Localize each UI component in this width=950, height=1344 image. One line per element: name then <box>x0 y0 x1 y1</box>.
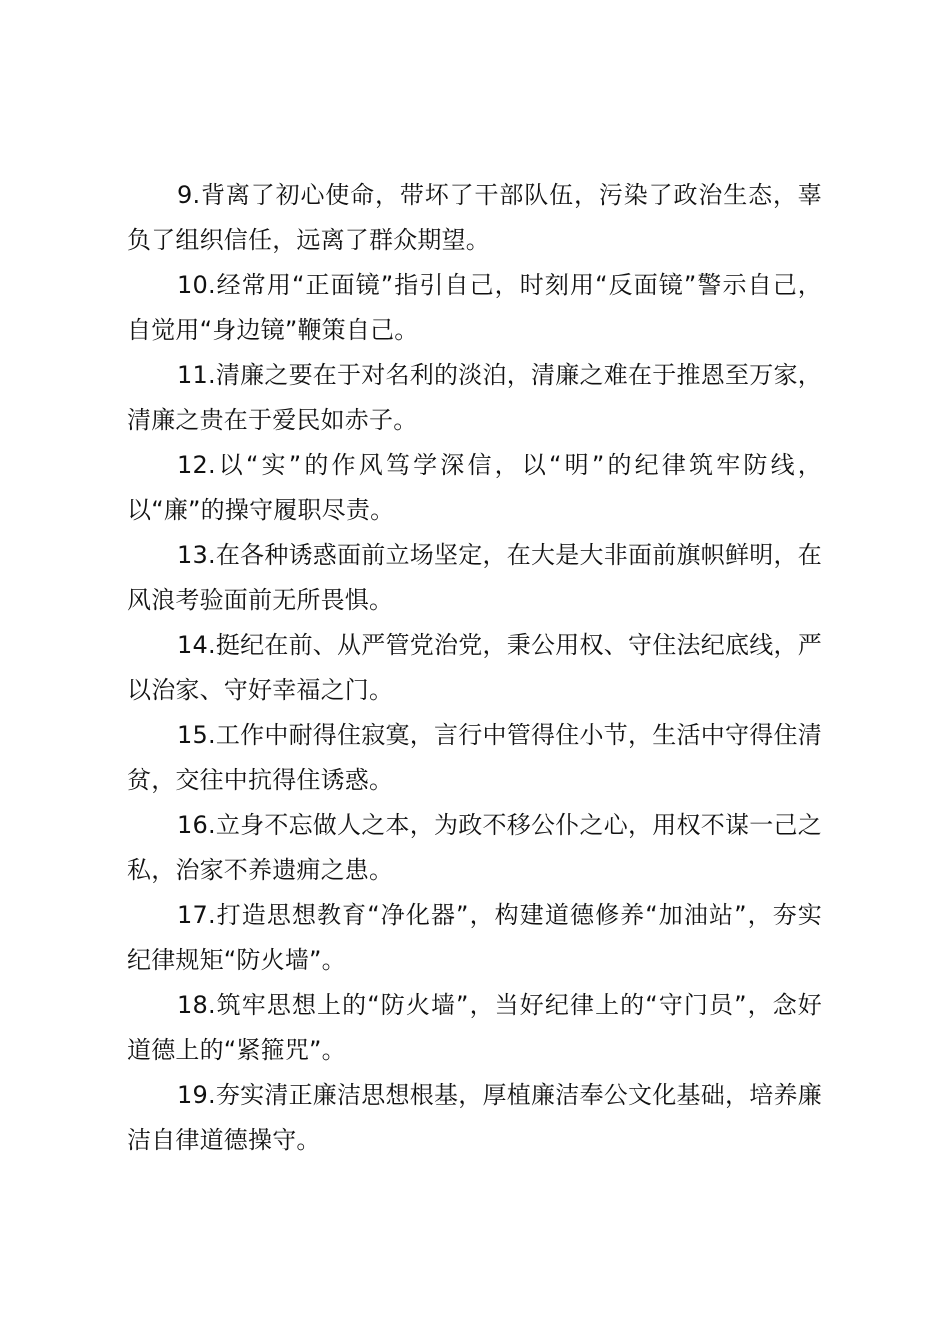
document-body <box>127 173 822 1163</box>
paragraph-18: 18.筑牢思想上的“防火墙”，当好纪律上的“守门员”，念好道德上的“紧箍咒”。 <box>127 991 822 1064</box>
paragraph-16: 16.立身不忘做人之本，为政不移公仆之心，用权不谋一己之私，治家不养遗痈之患。 <box>127 811 822 884</box>
paragraph-15: 15.工作中耐得住寂寞，言行中管得住小节，生活中守得住清贫，交往中抗得住诱惑。 <box>127 721 822 794</box>
paragraph-10: 10.经常用“正面镜”指引自己，时刻用“反面镜”警示自己，自觉用“身边镜”鞭策自己。 <box>127 271 822 344</box>
paragraph-17: 17.打造思想教育“净化器”，构建道德修养“加油站”，夯实纪律规矩“防火墙”。 <box>127 901 822 974</box>
paragraph-9: 9.背离了初心使命，带坏了干部队伍，污染了政治生态，辜负了组织信任，远离了群众期望。 <box>127 181 822 254</box>
paragraph-11: 11.清廉之要在于对名利的淡泊，清廉之难在于推恩至万家，清廉之贵在于爱民如赤子。 <box>127 361 822 434</box>
paragraph-12: 12.以“实”的作风笃学深信，以“明”的纪律筑牢防线，以“廉”的操守履职尽责。 <box>127 451 822 524</box>
paragraph-14: 14.挺纪在前、从严管党治党，秉公用权、守住法纪底线，严以治家、守好幸福之门。 <box>127 631 822 704</box>
paragraph-13: 13.在各种诱惑面前立场坚定，在大是大非面前旗帜鲜明，在风浪考验面前无所畏惧。 <box>127 541 822 614</box>
paragraph-19: 19.夯实清正廉洁思想根基，厚植廉洁奉公文化基础，培养廉洁自律道德操守。 <box>127 1081 822 1154</box>
